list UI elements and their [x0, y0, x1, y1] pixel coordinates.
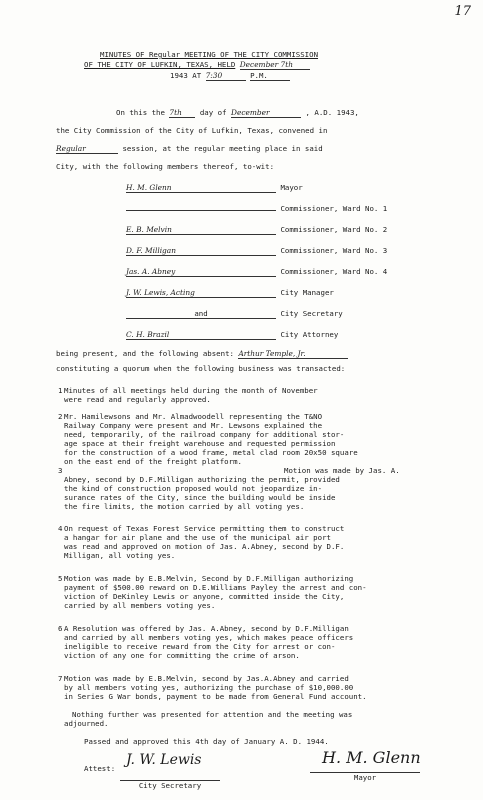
item-line: Mr. Hamilewsons and Mr. Almadwoodell representing the T&NO — [64, 412, 323, 421]
item-line: for the construction of a wood frame, metal clad room 20x50 square — [64, 448, 358, 457]
item-line: Abney, second by D.F.Milligan authorizing the permit, provided — [64, 475, 340, 484]
member-row — [126, 309, 343, 319]
member-role: Mayor — [280, 183, 303, 192]
minutes-item — [64, 574, 367, 610]
minutes-item — [64, 466, 400, 511]
item-line: Milligan, all voting yes. — [64, 551, 176, 560]
mayor-signature: H. M. Glenn — [322, 748, 421, 767]
item-line: Railway Company were present and Mr. Lewsons explained the — [64, 421, 323, 430]
present-line-1 — [56, 349, 348, 359]
item-line: by all members voting yes, authorizing the purchase of $10,000.00 — [64, 683, 354, 692]
mayor-label: Mayor — [310, 772, 420, 782]
opening-text-session: session, at the regular meeting place in said — [122, 144, 323, 153]
quorum-line: constituting a quorum when the following business was transacted: — [56, 364, 346, 373]
item-line: on the east end of the freight platform. — [64, 457, 242, 466]
item-line: were read and regularly approved. — [64, 395, 211, 404]
item-line: Motion was made by Jas. A. — [284, 466, 400, 475]
header-line-2-text: OF THE CITY OF LUFKIN, TEXAS, HELD — [84, 60, 236, 69]
member-role: Commissioner, Ward No. 1 — [280, 204, 388, 213]
opening-text-c: , A.D. 1943, — [305, 108, 359, 117]
absent-member: Arthur Temple, Jr. — [238, 350, 348, 359]
item-bullet: 2 — [58, 412, 63, 421]
meeting-day: 7th — [169, 109, 195, 118]
item-line: Motion was made by E.B.Melvin, second by Jas.A.Abney and carried — [64, 674, 349, 683]
minutes-item — [64, 524, 344, 560]
opening-text-a: On this the — [116, 108, 165, 117]
item-line: carried by all members voting yes. — [64, 601, 216, 610]
item-line: need, temporarily, of the railroad company for additional stor- — [64, 430, 345, 439]
meeting-date: December 7th — [240, 61, 310, 70]
member-name: H. M. Glenn — [126, 184, 276, 193]
attest-label: Attest: — [84, 764, 116, 773]
item-bullet: 7 — [58, 674, 63, 683]
header-line-3 — [170, 71, 290, 81]
item-line: and carried by all members voting yes, which makes peace officers — [64, 633, 354, 642]
opening-line-2: the City Commission of the City of Lufkin, Texas, convened in — [56, 126, 328, 135]
item-line: viction of any one for committing the crime of arson. — [64, 651, 300, 660]
member-row — [126, 183, 303, 193]
member-role: City Attorney — [280, 330, 339, 339]
member-role: Commissioner, Ward No. 4 — [280, 267, 388, 276]
member-name: J. W. Lewis, Acting — [126, 289, 276, 298]
minutes-item — [64, 386, 318, 404]
item-bullet: 3 — [58, 466, 63, 475]
approval-line: Passed and approved this 4th day of January A. D. 1944. — [84, 737, 329, 746]
member-name: Jas. A. Abney — [126, 268, 276, 277]
item-line: A Resolution was offered by Jas. A.Abney, second by D.F.Milligan — [64, 624, 349, 633]
item-line: in Series G War bonds, payment to be made from General Fund account. — [64, 692, 367, 701]
header-line-2 — [84, 60, 310, 70]
member-role: City Secretary — [280, 309, 343, 318]
member-role: City Manager — [280, 288, 334, 297]
item-bullet: 1 — [58, 386, 63, 395]
item-bullet: 4 — [58, 524, 63, 533]
session-type: Regular — [56, 145, 118, 154]
member-name — [126, 210, 276, 211]
meeting-time: 7:30 — [206, 72, 246, 81]
item-line: the kind of construction proposed would not jeopardize in- — [64, 484, 323, 493]
item-line: viction of DeKinley Lewis or anyone, committed inside the City, — [64, 592, 345, 601]
item-bullet: 5 — [58, 574, 63, 583]
item-line: Minutes of all meetings held during the month of November — [64, 386, 318, 395]
closing-line-1: Nothing further was presented for attention and the meeting was — [72, 710, 353, 719]
member-name: and — [126, 310, 276, 319]
item-bullet: 6 — [58, 624, 63, 633]
item-line: ineligible to receive reward from the City for arrest or con- — [64, 642, 336, 651]
secretary-label: City Secretary — [120, 780, 220, 790]
item-line: Motion was made by E.B.Melvin, Second by D.F.Milligan authorizing — [64, 574, 354, 583]
member-row — [126, 204, 387, 213]
meeting-ampm: P.M. — [250, 72, 290, 81]
member-role: Commissioner, Ward No. 3 — [280, 246, 388, 255]
member-row — [126, 330, 338, 340]
opening-line-4: City, with the following members thereof, to-wit: — [56, 162, 275, 171]
opening-text-b: day of — [199, 108, 227, 117]
item-line: age space at their freight warehouse and requested permission — [64, 439, 336, 448]
member-row — [126, 246, 387, 256]
member-name: D. F. Milligan — [126, 247, 276, 256]
minutes-item — [64, 674, 367, 701]
minutes-item — [64, 624, 353, 660]
item-line: a hangar for air plane and the use of the municipal air port — [64, 533, 331, 542]
closing-line-2: adjourned. — [64, 719, 109, 728]
opening-line-1 — [116, 108, 359, 118]
meeting-month: December — [231, 109, 301, 118]
item-line: was read and approved on motion of Jas. A.Abney, second by D.F. — [64, 542, 345, 551]
member-row — [126, 225, 387, 235]
minutes-item — [64, 412, 358, 466]
meeting-year: 1943 AT — [170, 71, 202, 80]
secretary-signature: J. W. Lewis — [126, 752, 202, 768]
item-line: payment of $500.00 reward on D.E.Williams Payley the arrest and con- — [64, 583, 367, 592]
header-line-1: MINUTES OF Regular MEETING OF THE CITY COMMISSION — [100, 50, 319, 59]
member-row — [126, 267, 387, 277]
member-name: E. B. Melvin — [126, 226, 276, 235]
member-role: Commissioner, Ward No. 2 — [280, 225, 388, 234]
item-line: On request of Texas Forest Service permitting them to construct — [64, 524, 345, 533]
present-text: being present, and the following absent: — [56, 349, 234, 358]
member-row — [126, 288, 334, 298]
member-name: C. H. Brazil — [126, 331, 276, 340]
page-number: 17 — [454, 4, 471, 19]
item-line: the fire limits, the motion carried by all voting yes. — [64, 502, 305, 511]
item-line: surance rates of the City, since the building would be inside — [64, 493, 336, 502]
opening-line-3 — [56, 144, 323, 154]
